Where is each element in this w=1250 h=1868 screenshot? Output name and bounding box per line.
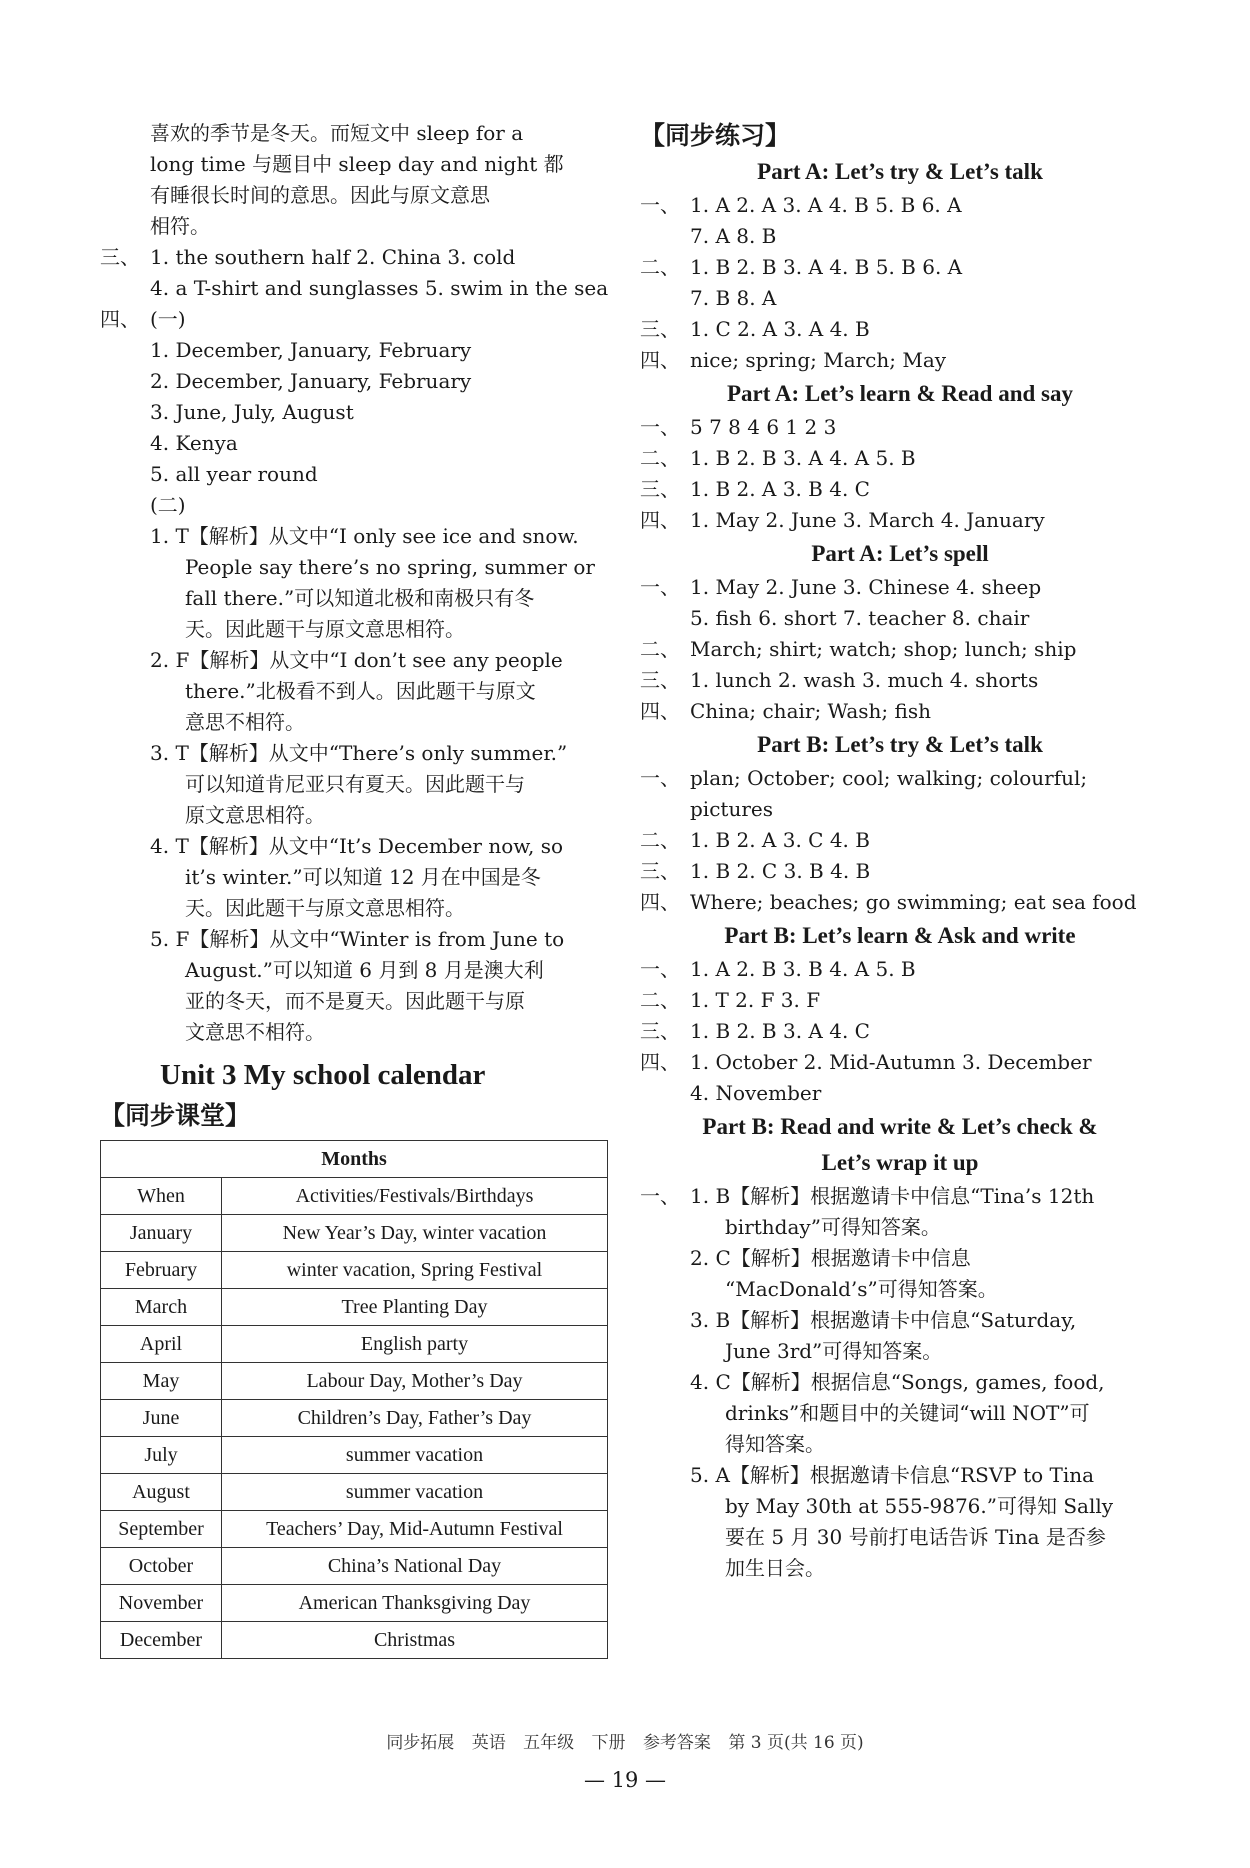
table-title: Months xyxy=(101,1141,608,1178)
explain-line: 文意思不相符。 xyxy=(185,1020,325,1044)
group-label: 三、 xyxy=(640,859,680,883)
page-footer xyxy=(0,1728,1250,1753)
explain-line: 4. T【解析】从文中“It’s December now, so xyxy=(150,834,564,858)
explain-line: 2. F【解析】从文中“I don’t see any people xyxy=(150,648,563,672)
section-san xyxy=(100,242,612,273)
answer-line: nice; spring; March; May xyxy=(690,348,947,372)
table-row xyxy=(101,1252,608,1289)
month-cell: December xyxy=(101,1622,222,1659)
month-cell: February xyxy=(101,1252,222,1289)
footer-subject: 英语 xyxy=(471,1733,506,1753)
table-row xyxy=(101,1622,608,1659)
explain-line: birthday”可得知答案。 xyxy=(725,1215,941,1239)
section-title: Part B: Read and write & Let’s check & xyxy=(702,1114,1098,1139)
table-header-when: When xyxy=(101,1178,222,1215)
explain-line: 3. B【解析】根据邀请卡中信息“Saturday, xyxy=(690,1308,1077,1332)
group-label: 二、 xyxy=(640,446,680,470)
answer-line: pictures xyxy=(690,797,773,821)
activity-cell: summer vacation xyxy=(222,1474,608,1511)
explain-line: 4. C【解析】根据信息“Songs, games, food, xyxy=(690,1370,1105,1394)
answer-line: 3. June, July, August xyxy=(150,400,354,424)
activity-cell: Christmas xyxy=(222,1622,608,1659)
answer-line: 5. fish 6. short 7. teacher 8. chair xyxy=(690,606,1030,630)
group-label: 一、 xyxy=(640,575,680,599)
explain-line: 天。因此题干与原文意思相符。 xyxy=(185,617,465,641)
table-header-activities: Activities/Festivals/Birthdays xyxy=(222,1178,608,1215)
explain-line: 5. A【解析】根据邀请卡信息“RSVP to Tina xyxy=(690,1463,1095,1487)
table-row xyxy=(101,1400,608,1437)
text-line: 有睡很长时间的意思。因此与原文意思 xyxy=(150,183,490,207)
explain-line: 要在 5 月 30 号前打电话告诉 Tina 是否参 xyxy=(725,1525,1106,1549)
answer-line: Where; beaches; go swimming; eat sea food xyxy=(690,890,1137,914)
footer-page-info: 第 3 页(共 16 页) xyxy=(728,1733,864,1753)
month-cell: November xyxy=(101,1585,222,1622)
explain-line: 原文意思相符。 xyxy=(185,803,325,827)
answer-line: 4. a T-shirt and sunglasses 5. swim in the sea xyxy=(150,276,609,300)
answer-line: 1. May 2. June 3. March 4. January xyxy=(690,508,1045,532)
activity-cell: Labour Day, Mother’s Day xyxy=(222,1363,608,1400)
explain-line: fall there.”可以知道北极和南极只有冬 xyxy=(185,586,535,610)
explain-line: 5. F【解析】从文中“Winter is from June to xyxy=(150,927,565,951)
answer-line: 1. October 2. Mid-Autumn 3. December xyxy=(690,1050,1092,1074)
group-label: 四、 xyxy=(640,890,680,914)
month-cell: March xyxy=(101,1289,222,1326)
activity-cell: Teachers’ Day, Mid-Autumn Festival xyxy=(222,1511,608,1548)
class-tag: 【同步课堂】 xyxy=(100,1101,251,1130)
answer-line: 1. B 2. A 3. C 4. B xyxy=(690,828,870,852)
answer-line: 1. A 2. B 3. B 4. A 5. B xyxy=(690,957,916,981)
table-row xyxy=(101,1326,608,1363)
text-line: 相符。 xyxy=(150,214,210,238)
answer-line: 4. November xyxy=(690,1081,822,1105)
activity-cell: Tree Planting Day xyxy=(222,1289,608,1326)
explain-line: drinks”和题目中的关键词“will NOT”可 xyxy=(725,1401,1090,1425)
answer-line: 5. all year round xyxy=(150,462,318,486)
answer-line: 1. T 2. F 3. F xyxy=(690,988,821,1012)
group-label: 四、 xyxy=(640,508,680,532)
explain-line: June 3rd”可得知答案。 xyxy=(725,1339,943,1363)
explain-line: 意思不相符。 xyxy=(185,710,305,734)
explain-line: 可以知道肯尼亚只有夏天。因此题干与 xyxy=(185,772,525,796)
footer-answers: 参考答案 xyxy=(642,1733,711,1753)
group-label: 四、 xyxy=(640,348,680,372)
answer-line: 1. B 2. B 3. A 4. B 5. B 6. A xyxy=(690,255,963,279)
table-row xyxy=(101,1215,608,1252)
group-label: 三、 xyxy=(640,1019,680,1043)
answer-line: 1. A 2. A 3. A 4. B 5. B 6. A xyxy=(690,193,962,217)
answer-line: 1. B 2. C 3. B 4. B xyxy=(690,859,871,883)
explain-line: it’s winter.”可以知道 12 月在中国是冬 xyxy=(185,865,541,889)
text-line: long time 与题目中 sleep day and night 都 xyxy=(150,152,564,176)
table-row xyxy=(101,1511,608,1548)
explain-line: “MacDonald’s”可得知答案。 xyxy=(725,1277,998,1301)
explain-line: People say there’s no spring, summer or xyxy=(185,555,595,579)
month-cell: September xyxy=(101,1511,222,1548)
month-cell: August xyxy=(101,1474,222,1511)
group-label: 二、 xyxy=(640,988,680,1012)
group-label: 一、 xyxy=(640,957,680,981)
answer-line: 2. December, January, February xyxy=(150,369,472,393)
explain-line: 加生日会。 xyxy=(725,1556,825,1580)
section-title-cont: Let’s wrap it up xyxy=(821,1150,979,1175)
group-label: 二、 xyxy=(640,637,680,661)
answer-line: 1. C 2. A 3. A 4. B xyxy=(690,317,870,341)
month-cell: June xyxy=(101,1400,222,1437)
answer-line: 1. B 2. B 3. A 4. A 5. B xyxy=(690,446,916,470)
table-row xyxy=(101,1474,608,1511)
section-title: Part B: Let’s try & Let’s talk xyxy=(757,732,1043,757)
right-column xyxy=(640,118,1160,1584)
month-cell: April xyxy=(101,1326,222,1363)
section-title: Part A: Let’s try & Let’s talk xyxy=(757,159,1043,184)
group-label: 一、 xyxy=(640,766,680,790)
footer-grade: 五年级 xyxy=(523,1733,575,1753)
page-number: — 19 — xyxy=(583,1768,667,1792)
table-row xyxy=(101,1363,608,1400)
group-label: 三、 xyxy=(640,668,680,692)
answer-line: 1. December, January, February xyxy=(150,338,472,362)
subpart-label: (二) xyxy=(150,493,186,517)
section-title: Part A: Let’s spell xyxy=(811,541,989,566)
section-label: 三、 xyxy=(100,245,140,269)
month-cell: October xyxy=(101,1548,222,1585)
section-si xyxy=(100,304,612,335)
explain-line: 天。因此题干与原文意思相符。 xyxy=(185,896,465,920)
practice-tag: 【同步练习】 xyxy=(640,121,791,150)
group-label: 三、 xyxy=(640,317,680,341)
activity-cell: English party xyxy=(222,1326,608,1363)
activity-cell: New Year’s Day, winter vacation xyxy=(222,1215,608,1252)
table-row xyxy=(101,1585,608,1622)
group-label: 二、 xyxy=(640,828,680,852)
group-label: 一、 xyxy=(640,1184,680,1208)
activity-cell: summer vacation xyxy=(222,1437,608,1474)
activity-cell: winter vacation, Spring Festival xyxy=(222,1252,608,1289)
explain-line: there.”北极看不到人。因此题干与原文 xyxy=(185,679,536,703)
footer-book: 同步拓展 xyxy=(386,1733,455,1753)
answer-line: 1. May 2. June 3. Chinese 4. sheep xyxy=(690,575,1042,599)
answer-line: 1. B 2. B 3. A 4. C xyxy=(690,1019,870,1043)
explain-line: 1. T【解析】从文中“I only see ice and snow. xyxy=(150,524,579,548)
group-label: 一、 xyxy=(640,193,680,217)
explain-line: 2. C【解析】根据邀请卡中信息 xyxy=(690,1246,971,1270)
activity-cell: Children’s Day, Father’s Day xyxy=(222,1400,608,1437)
group-label: 一、 xyxy=(640,415,680,439)
group-label: 三、 xyxy=(640,477,680,501)
activity-cell: American Thanksgiving Day xyxy=(222,1585,608,1622)
left-column xyxy=(100,118,612,1659)
unit-title: Unit 3 My school calendar xyxy=(160,1059,486,1091)
activity-cell: China’s National Day xyxy=(222,1548,608,1585)
explain-line: by May 30th at 555-9876.”可得知 Sally xyxy=(725,1494,1114,1518)
answer-line: 7. B 8. A xyxy=(690,286,777,310)
explain-line: 3. T【解析】从文中“There’s only summer.” xyxy=(150,741,568,765)
answer-line: 4. Kenya xyxy=(150,431,238,455)
group-label: 四、 xyxy=(640,699,680,723)
section-label: 四、 xyxy=(100,307,140,331)
answer-line: 7. A 8. B xyxy=(690,224,777,248)
group-label: 二、 xyxy=(640,255,680,279)
answer-line: China; chair; Wash; fish xyxy=(690,699,932,723)
section-title: Part B: Let’s learn & Ask and write xyxy=(724,923,1076,948)
footer-volume: 下册 xyxy=(591,1733,626,1753)
explain-line: 1. B【解析】根据邀请卡中信息“Tina’s 12th xyxy=(690,1184,1095,1208)
answer-line: 1. B 2. A 3. B 4. C xyxy=(690,477,870,501)
month-cell: January xyxy=(101,1215,222,1252)
months-table xyxy=(100,1140,608,1659)
answer-line: March; shirt; watch; shop; lunch; ship xyxy=(690,637,1077,661)
table-row xyxy=(101,1289,608,1326)
table-row xyxy=(101,1548,608,1585)
answer-line: 1. lunch 2. wash 3. much 4. shorts xyxy=(690,668,1039,692)
text-line: 喜欢的季节是冬天。而短文中 sleep for a xyxy=(150,121,524,145)
answer-line: plan; October; cool; walking; colourful; xyxy=(690,766,1088,790)
table-row xyxy=(101,1437,608,1474)
explain-line: 亚的冬天，而不是夏天。因此题干与原 xyxy=(185,989,525,1013)
answer-line: 1. the southern half 2. China 3. cold xyxy=(150,245,516,269)
month-cell: May xyxy=(101,1363,222,1400)
group-label: 四、 xyxy=(640,1050,680,1074)
explain-line: August.”可以知道 6 月到 8 月是澳大利 xyxy=(185,958,544,982)
answer-line: 5 7 8 4 6 1 2 3 xyxy=(690,415,837,439)
section-title: Part A: Let’s learn & Read and say xyxy=(726,381,1074,406)
subpart-label: (一) xyxy=(150,307,186,331)
month-cell: July xyxy=(101,1437,222,1474)
explain-line: 得知答案。 xyxy=(725,1432,825,1456)
